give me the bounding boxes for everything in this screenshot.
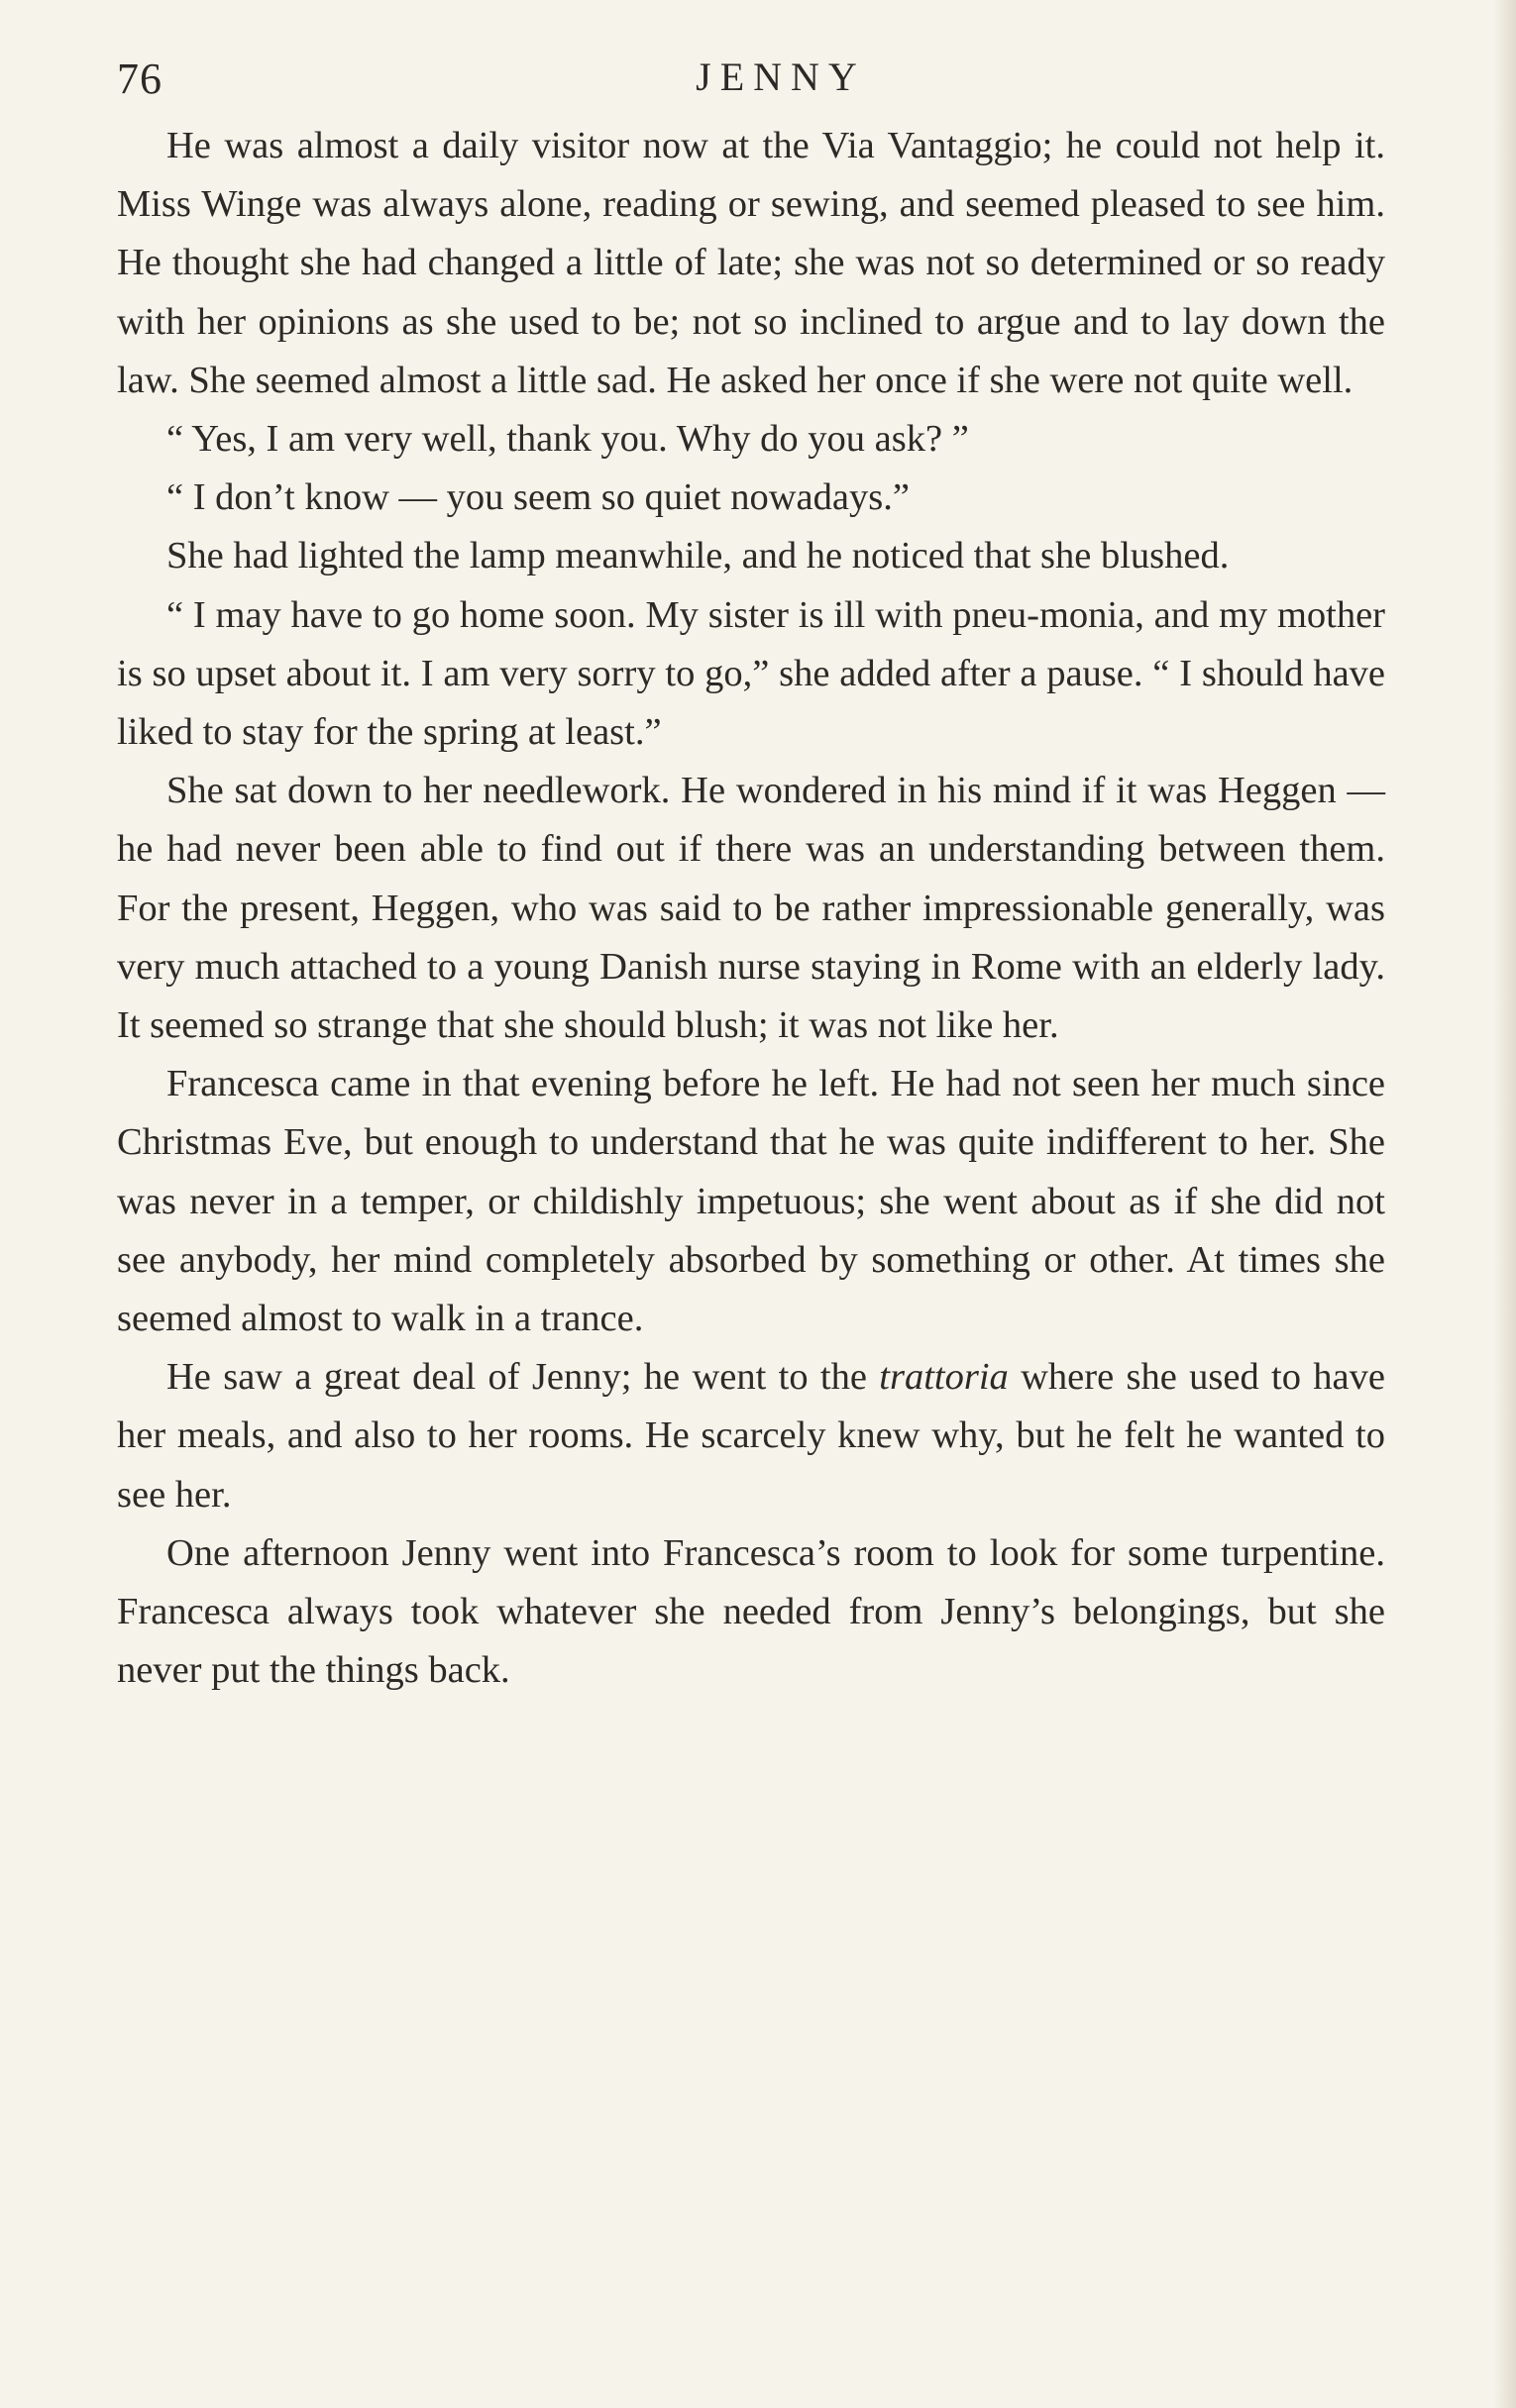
- page-edge-shadow: [1494, 0, 1516, 2408]
- paragraph-3: “ I don’t know — you seem so quiet nowadays.”: [166, 476, 910, 519]
- running-head: JENNY: [696, 54, 866, 99]
- italic-word: trattoria: [879, 1356, 1009, 1399]
- page-header: [117, 48, 1385, 117]
- paragraph-7: Francesca came in that evening before he left. He had not seen her much since Christmas Eve, but enough to understand that he was quite indifferent to her. She was never in a temper, or childishly impetuous; she went about as if she did not see anybody, her mind completely absorbed by something or other. At times she seemed almost to walk in a trance.: [117, 1063, 1385, 1340]
- paragraph-2: “ Yes, I am very well, thank you. Why do you ask? ”: [166, 418, 969, 461]
- book-page: [117, 48, 1385, 1700]
- paragraph-8-text-before: He saw a great deal of Jenny; he went to the: [166, 1356, 880, 1399]
- paragraph-6: She sat down to her needlework. He wondered in his mind if it was Heggen — he had never been able to find out if there was an understanding between them. For the present, Heggen, who was said to be rather impressionable generally, was very much attached to a young Danish nurse staying in Rome with an elderly lady. It seemed so strange that she should blush; it was not like her.: [117, 770, 1385, 1047]
- paragraph-8: [117, 1348, 1385, 1524]
- page-number: 76: [117, 54, 162, 103]
- body-text: [117, 117, 1385, 1700]
- paragraph-4: She had lighted the lamp meanwhile, and he noticed that she blushed.: [166, 535, 1230, 577]
- paragraph-8-text-after: where she used to have her meals, and also to her rooms. He scarcely knew why, but he felt he wanted to see her.: [117, 1356, 1385, 1516]
- paragraph-5: “ I may have to go home soon. My sister is ill with pneu-monia, and my mother is so upset about it. I am very sorry to go,” she added after a pause. “ I should have liked to stay for the spring at least.”: [117, 593, 1385, 754]
- paragraph-9: One afternoon Jenny went into Francesca’s room to look for some turpentine. Francesca always took whatever she needed from Jenny’s belongings, but she never put the things back.: [117, 1531, 1385, 1692]
- paragraph-1: He was almost a daily visitor now at the Via Vantaggio; he could not help it. Miss Winge was always alone, reading or sewing, and seemed pleased to see him. He thought she had changed a little of late; she was not so determined or so ready with her opinions as she used to be; not so inclined to argue and to lay down the law. She seemed almost a little sad. He asked her once if she were not quite well.: [117, 125, 1385, 401]
